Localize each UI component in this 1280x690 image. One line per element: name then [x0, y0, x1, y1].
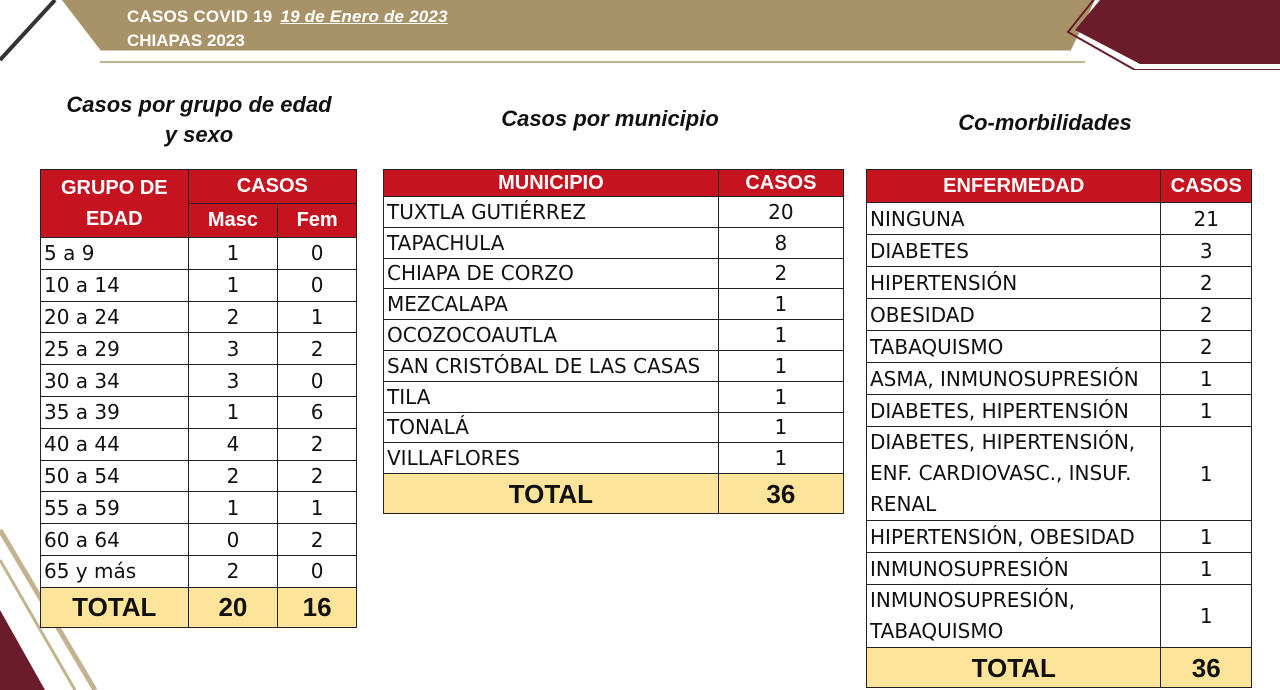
age-group-cell: 55 a 59 — [41, 492, 189, 524]
total-row — [384, 474, 844, 514]
disease-cell: DIABETES — [867, 235, 1161, 267]
comorb-table-title: Co-morbilidades — [958, 110, 1132, 135]
cases-cell: 3 — [1161, 235, 1252, 267]
masc-cell: 3 — [188, 333, 278, 365]
disease-cell: TABAQUISMO — [867, 331, 1161, 363]
total-row — [41, 587, 357, 627]
col-header-cases: CASOS — [718, 170, 843, 197]
cases-cell: 8 — [718, 227, 843, 258]
table-row — [867, 267, 1252, 299]
table-row — [384, 320, 844, 351]
age-group-cell: 25 a 29 — [41, 333, 189, 365]
table-row — [867, 585, 1252, 648]
cases-cell: 1 — [718, 443, 843, 474]
municipio-cell: TILA — [384, 381, 719, 412]
masc-cell: 4 — [188, 428, 278, 460]
table-row — [41, 238, 357, 270]
cases-cell: 2 — [718, 258, 843, 289]
comorbidity-table — [866, 169, 1252, 688]
table-row — [384, 381, 844, 412]
age-group-cell: 5 a 9 — [41, 238, 189, 270]
table-row — [867, 553, 1252, 585]
cases-cell: 21 — [1161, 203, 1252, 235]
col-header-cases: CASOS — [188, 170, 356, 204]
total-cases: 36 — [1161, 648, 1252, 688]
disease-cell: DIABETES, HIPERTENSIÓN — [867, 395, 1161, 427]
age-group-cell: 50 a 54 — [41, 460, 189, 492]
cases-cell: 1 — [718, 320, 843, 351]
table-row — [384, 412, 844, 443]
fem-cell: 2 — [278, 428, 357, 460]
fem-cell: 0 — [278, 269, 357, 301]
table-row — [384, 227, 844, 258]
col-header-disease: ENFERMEDAD — [867, 170, 1161, 203]
table-row — [867, 427, 1252, 521]
col-header-group: GRUPO DE EDAD — [41, 170, 189, 238]
total-cases: 36 — [718, 474, 843, 514]
age-group-cell: 35 a 39 — [41, 396, 189, 428]
disease-cell: HIPERTENSIÓN, OBESIDAD — [867, 521, 1161, 553]
age-group-cell: 30 a 34 — [41, 365, 189, 397]
table-row — [41, 524, 357, 556]
age-table-title: Casos por grupo de edad y sexo — [66, 92, 332, 147]
age-group-cell: 60 a 64 — [41, 524, 189, 556]
table-row — [41, 396, 357, 428]
masc-cell: 1 — [188, 492, 278, 524]
disease-cell: INMUNOSUPRESIÓN — [867, 553, 1161, 585]
table-row — [41, 428, 357, 460]
fem-cell: 1 — [278, 492, 357, 524]
disease-cell: OBESIDAD — [867, 299, 1161, 331]
table-row — [867, 203, 1252, 235]
cases-cell: 1 — [1161, 427, 1252, 521]
municipio-cell: TUXTLA GUTIÉRREZ — [384, 197, 719, 228]
masc-cell: 1 — [188, 269, 278, 301]
cases-cell: 1 — [1161, 395, 1252, 427]
table-row — [41, 492, 357, 524]
fem-cell: 0 — [278, 365, 357, 397]
age-group-cell: 20 a 24 — [41, 301, 189, 333]
fem-cell: 2 — [278, 333, 357, 365]
disease-cell: HIPERTENSIÓN — [867, 267, 1161, 299]
age-group-cell: 10 a 14 — [41, 269, 189, 301]
table-row — [41, 333, 357, 365]
table-row — [867, 363, 1252, 395]
total-label: TOTAL — [384, 474, 719, 514]
table-row — [384, 289, 844, 320]
masc-cell: 0 — [188, 524, 278, 556]
header-title — [127, 7, 448, 27]
table-row — [867, 299, 1252, 331]
age-sex-table — [40, 169, 357, 628]
masc-cell: 1 — [188, 238, 278, 270]
masc-cell: 1 — [188, 396, 278, 428]
table-row — [41, 301, 357, 333]
table-row — [41, 365, 357, 397]
municipio-table-title: Casos por municipio — [501, 106, 719, 131]
fem-cell: 2 — [278, 460, 357, 492]
fem-cell: 2 — [278, 524, 357, 556]
municipio-cell: TONALÁ — [384, 412, 719, 443]
cases-cell: 2 — [1161, 267, 1252, 299]
header-subtitle: CHIAPAS 2023 — [127, 31, 245, 50]
table-row — [384, 443, 844, 474]
col-header-fem: Fem — [278, 204, 357, 238]
age-group-cell: 65 y más — [41, 555, 189, 587]
total-label: TOTAL — [867, 648, 1161, 688]
table-header-row — [384, 170, 844, 197]
fem-cell: 0 — [278, 555, 357, 587]
cases-cell: 1 — [1161, 553, 1252, 585]
header-date: 19 de Enero de 2023 — [280, 7, 448, 26]
table-row — [41, 460, 357, 492]
cases-cell: 1 — [718, 350, 843, 381]
table-row — [384, 197, 844, 228]
cases-cell: 2 — [1161, 299, 1252, 331]
disease-cell: DIABETES, HIPERTENSIÓN, ENF. CARDIOVASC., INSUF. RENAL — [867, 427, 1161, 521]
table-header-row — [867, 170, 1252, 203]
col-header-municipio: MUNICIPIO — [384, 170, 719, 197]
cases-cell: 1 — [718, 289, 843, 320]
table-row — [384, 350, 844, 381]
municipio-cell: OCOZOCOAUTLA — [384, 320, 719, 351]
table-row — [867, 331, 1252, 363]
cases-cell: 2 — [1161, 331, 1252, 363]
age-group-cell: 40 a 44 — [41, 428, 189, 460]
cases-cell: 20 — [718, 197, 843, 228]
municipio-cell: MEZCALAPA — [384, 289, 719, 320]
col-header-masc: Masc — [188, 204, 278, 238]
fem-cell: 0 — [278, 238, 357, 270]
fem-cell: 1 — [278, 301, 357, 333]
table-row — [384, 258, 844, 289]
municipio-cell: SAN CRISTÓBAL DE LAS CASAS — [384, 350, 719, 381]
municipio-cell: CHIAPA DE CORZO — [384, 258, 719, 289]
masc-cell: 2 — [188, 301, 278, 333]
fem-cell: 6 — [278, 396, 357, 428]
table-row — [41, 555, 357, 587]
cases-cell: 1 — [718, 381, 843, 412]
municipio-table — [383, 169, 844, 514]
masc-cell: 2 — [188, 555, 278, 587]
col-header-cases: CASOS — [1161, 170, 1252, 203]
cases-cell: 1 — [1161, 363, 1252, 395]
municipio-cell: TAPACHULA — [384, 227, 719, 258]
municipio-cell: VILLAFLORES — [384, 443, 719, 474]
total-row — [867, 648, 1252, 688]
table-row — [867, 395, 1252, 427]
total-label: TOTAL — [41, 587, 189, 627]
cases-cell: 1 — [1161, 585, 1252, 648]
table-header-row — [41, 170, 357, 204]
cases-cell: 1 — [718, 412, 843, 443]
masc-cell: 3 — [188, 365, 278, 397]
disease-cell: NINGUNA — [867, 203, 1161, 235]
disease-cell: ASMA, INMUNOSUPRESIÓN — [867, 363, 1161, 395]
total-fem: 16 — [278, 587, 357, 627]
cases-cell: 1 — [1161, 521, 1252, 553]
table-row — [41, 269, 357, 301]
masc-cell: 2 — [188, 460, 278, 492]
disease-cell: INMUNOSUPRESIÓN, TABAQUISMO — [867, 585, 1161, 648]
table-row — [867, 521, 1252, 553]
table-row — [867, 235, 1252, 267]
header-title-text: CASOS COVID 19 — [127, 7, 273, 26]
total-masc: 20 — [188, 587, 278, 627]
